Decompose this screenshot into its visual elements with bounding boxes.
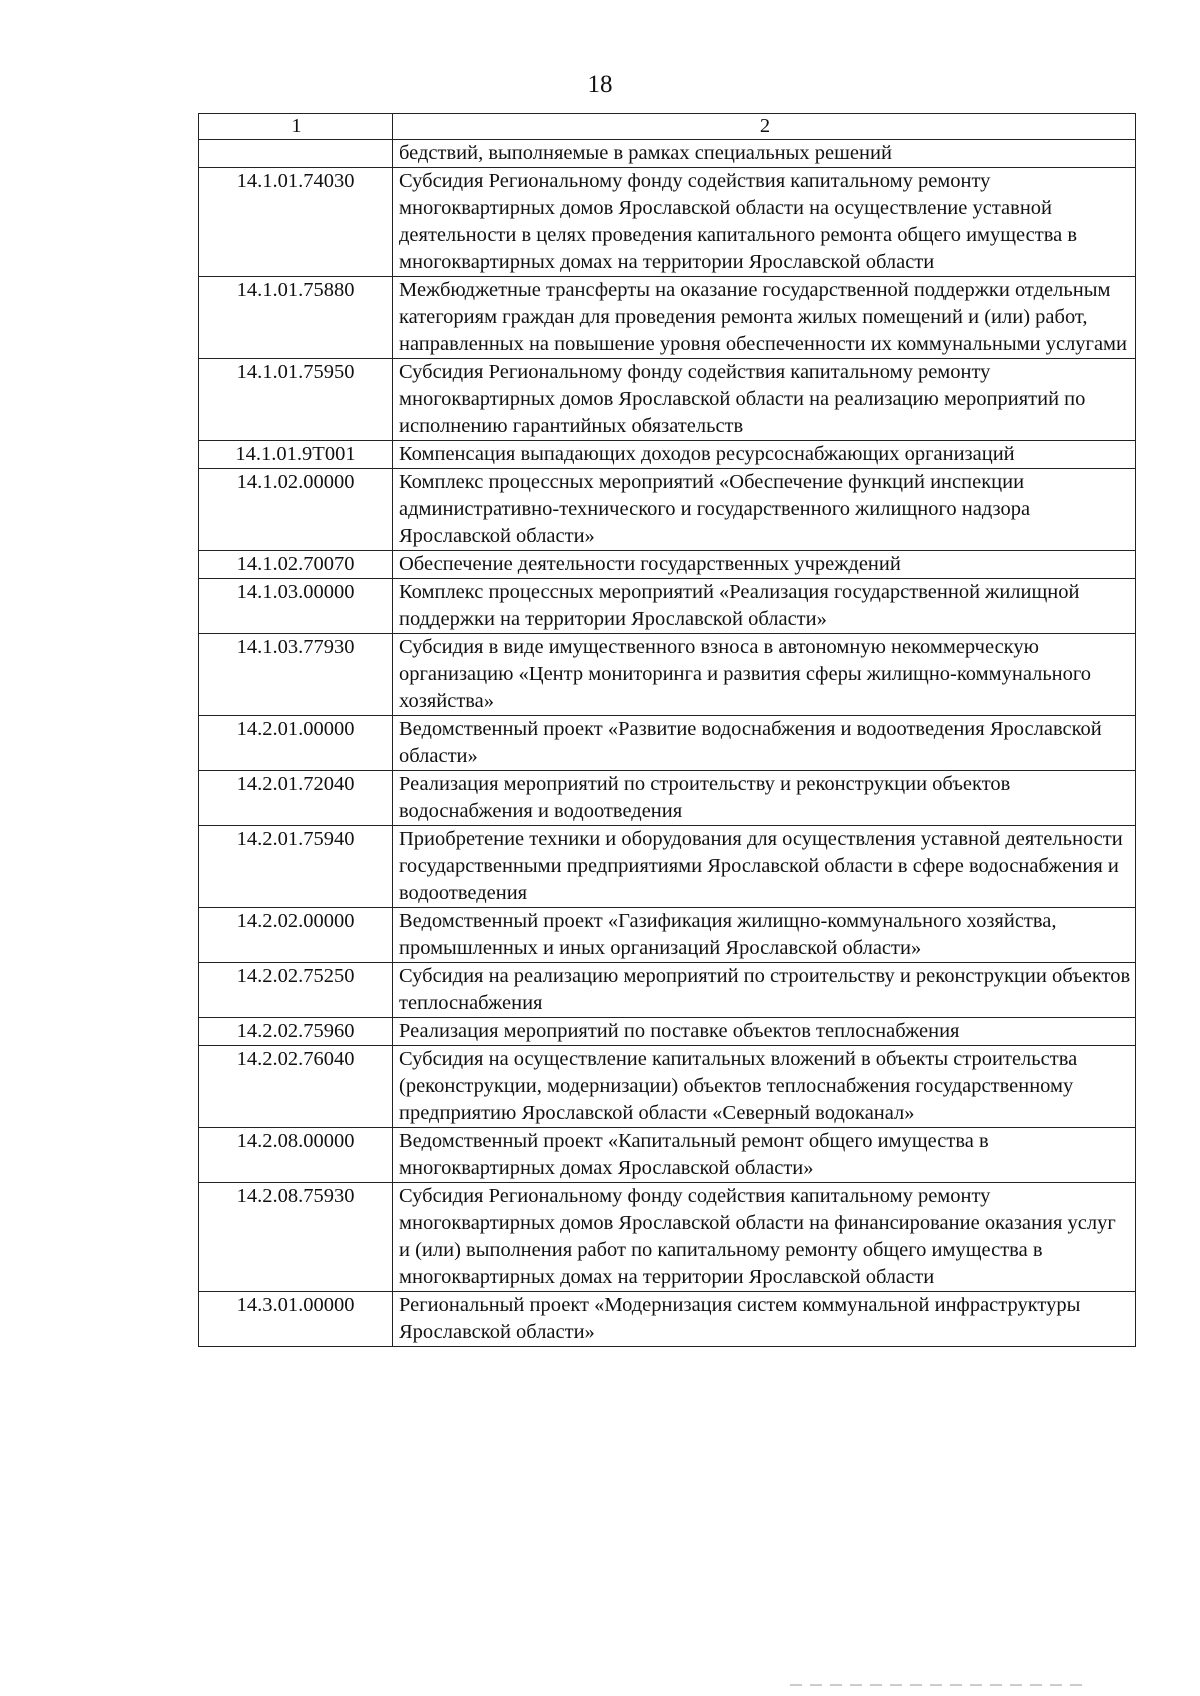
row-description-cell: Комплекс процессных мероприятий «Обеспечение функций инспекции административно-технического и государственного жилищного надзора Ярославской области»: [393, 469, 1136, 551]
row-code-cell: 14.2.02.75250: [199, 963, 393, 1018]
budget-classification-table: [198, 113, 1136, 1347]
table-row: [199, 908, 1136, 963]
table-row: [199, 277, 1136, 359]
row-description-cell: Ведомственный проект «Газификация жилищно-коммунального хозяйства, промышленных и иных организаций Ярославской области»: [393, 908, 1136, 963]
row-code-cell: 14.2.01.00000: [199, 716, 393, 771]
row-description-cell: Субсидия Региональному фонду содействия капитальному ремонту многоквартирных домов Ярославской области на осуществление уставной деятельности в целях проведения капитального ремонта общего имущества в многоквартирных домах на территории Ярославской области: [393, 168, 1136, 277]
row-code-cell: 14.2.01.75940: [199, 826, 393, 908]
table-row: [199, 1292, 1136, 1347]
row-code-cell: 14.2.08.75930: [199, 1183, 393, 1292]
row-code-cell: 14.2.08.00000: [199, 1128, 393, 1183]
row-description-cell: Ведомственный проект «Развитие водоснабжения и водоотведения Ярославской области»: [393, 716, 1136, 771]
table-row: [199, 551, 1136, 579]
row-description-cell: Субсидия на реализацию мероприятий по строительству и реконструкции объектов теплоснабжения: [393, 963, 1136, 1018]
row-description-cell: Реализация мероприятий по поставке объектов теплоснабжения: [393, 1018, 1136, 1046]
row-code-cell: [199, 140, 393, 168]
row-code-cell: 14.2.02.76040: [199, 1046, 393, 1128]
table-row: [199, 771, 1136, 826]
table-row: [199, 441, 1136, 469]
row-code-cell: 14.1.01.74030: [199, 168, 393, 277]
table-body: [199, 140, 1136, 1347]
row-code-cell: 14.1.02.70070: [199, 551, 393, 579]
row-description-cell: Обеспечение деятельности государственных учреждений: [393, 551, 1136, 579]
table-header: [199, 114, 1136, 140]
row-description-cell: Приобретение техники и оборудования для осуществления уставной деятельности государственными предприятиями Ярославской области в сфере водоснабжения и водоотведения: [393, 826, 1136, 908]
table-header-row: [199, 114, 1136, 140]
column-header-name: 2: [393, 114, 1136, 140]
row-description-cell: Комплекс процессных мероприятий «Реализация государственной жилищной поддержки на территории Ярославской области»: [393, 579, 1136, 634]
page-number: 18: [587, 71, 613, 98]
table-row: [199, 579, 1136, 634]
row-description-cell: Субсидия Региональному фонду содействия капитальному ремонту многоквартирных домов Ярославской области на финансирование оказания услуг и (или) выполнения работ по капитальному ремонту общего имущества в многоквартирных домах на территории Ярославской области: [393, 1183, 1136, 1292]
table-row: [199, 359, 1136, 441]
row-description-cell: Субсидия Региональному фонду содействия капитальному ремонту многоквартирных домов Ярославской области на реализацию мероприятий по исполнению гарантийных обязательств: [393, 359, 1136, 441]
row-code-cell: 14.1.02.00000: [199, 469, 393, 551]
row-description-cell: Субсидия на осуществление капитальных вложений в объекты строительства (реконструкции, модернизации) объектов теплоснабжения государственному предприятию Ярославской области «Северный водоканал»: [393, 1046, 1136, 1128]
row-code-cell: 14.1.01.75880: [199, 277, 393, 359]
table-row: [199, 140, 1136, 168]
row-code-cell: 14.2.01.72040: [199, 771, 393, 826]
row-description-cell: Межбюджетные трансферты на оказание государственной поддержки отдельным категориям граждан для проведения ремонта жилых помещений и (или) работ, направленных на повышение уровня обеспеченности их коммунальными услугами: [393, 277, 1136, 359]
row-code-cell: 14.1.03.77930: [199, 634, 393, 716]
row-description-cell: Компенсация выпадающих доходов ресурсоснабжающих организаций: [393, 441, 1136, 469]
column-header-code: 1: [199, 114, 393, 140]
row-code-cell: 14.3.01.00000: [199, 1292, 393, 1347]
row-code-cell: 14.1.01.75950: [199, 359, 393, 441]
row-description-cell: Реализация мероприятий по строительству и реконструкции объектов водоснабжения и водоотведения: [393, 771, 1136, 826]
table-row: [199, 1046, 1136, 1128]
row-description-cell: Региональный проект «Модернизация систем коммунальной инфраструктуры Ярославской области»: [393, 1292, 1136, 1347]
row-description-cell: Субсидия в виде имущественного взноса в автономную некоммерческую организацию «Центр мониторинга и развития сферы жилищно-коммунального хозяйства»: [393, 634, 1136, 716]
scan-edge-mark: [790, 1684, 1090, 1686]
table-row: [199, 1018, 1136, 1046]
table-row: [199, 168, 1136, 277]
row-code-cell: 14.1.03.00000: [199, 579, 393, 634]
row-code-cell: 14.1.01.9T001: [199, 441, 393, 469]
table-row: [199, 469, 1136, 551]
row-code-cell: 14.2.02.00000: [199, 908, 393, 963]
table-row: [199, 634, 1136, 716]
row-description-cell: Ведомственный проект «Капитальный ремонт общего имущества в многоквартирных домах Ярославской области»: [393, 1128, 1136, 1183]
table-row: [199, 826, 1136, 908]
row-description-cell: бедствий, выполняемые в рамках специальных решений: [393, 140, 1136, 168]
table-row: [199, 1128, 1136, 1183]
table-row: [199, 716, 1136, 771]
row-code-cell: 14.2.02.75960: [199, 1018, 393, 1046]
table-row: [199, 1183, 1136, 1292]
table-row: [199, 963, 1136, 1018]
